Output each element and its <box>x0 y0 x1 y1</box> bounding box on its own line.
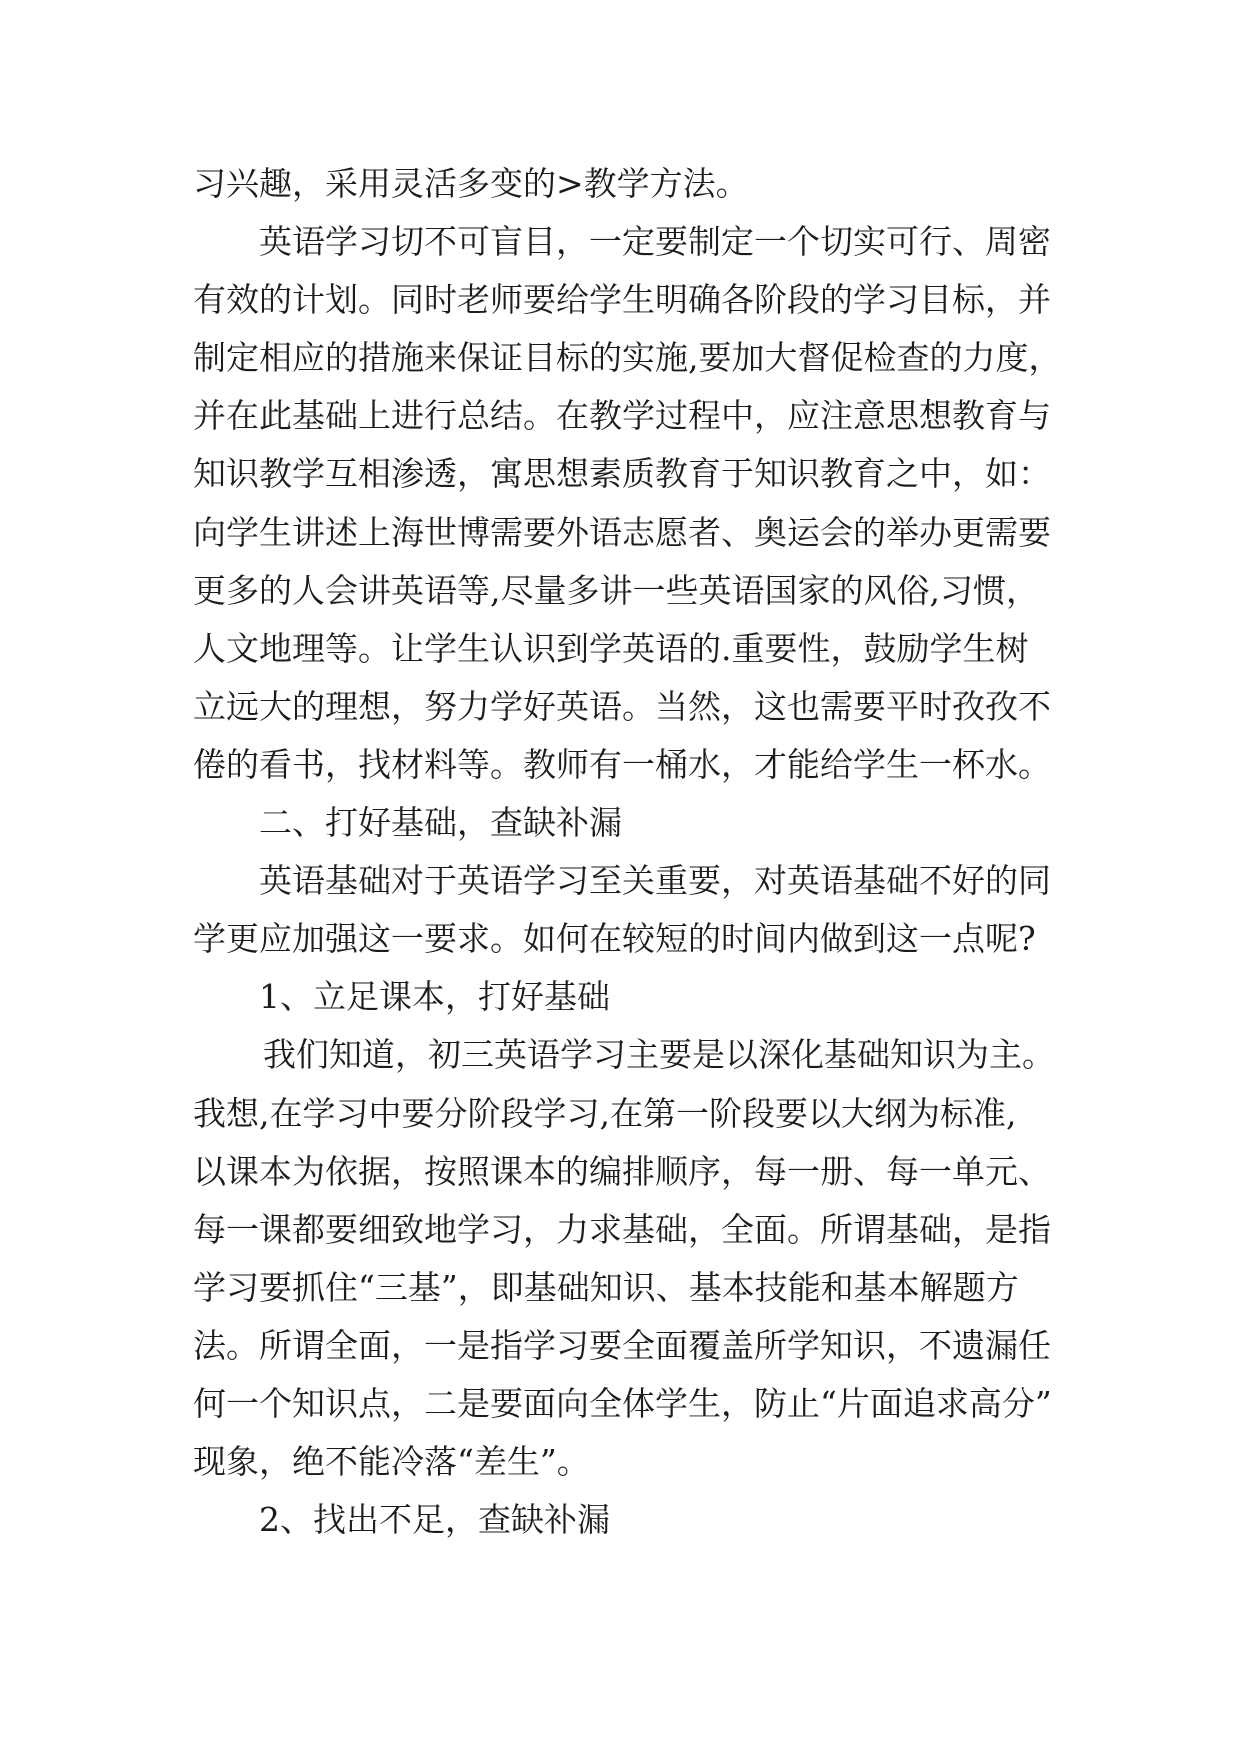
text-line: 每一课都要细致地学习，力求基础，全面。所谓基础，是指 <box>193 1209 1051 1249</box>
text-line: 制定相应的措施来保证目标的实施,要加大督促检查的力度， <box>193 338 1062 378</box>
text-line: 现象，绝不能冷落“差生”。 <box>193 1442 590 1482</box>
text-line: 更多的人会讲英语等,尽量多讲一些英语国家的风俗,习惯， <box>193 570 1039 610</box>
paragraph-first-line: 我们知道，初三英语学习主要是以深化基础知识为主。 <box>263 1035 1055 1075</box>
paragraph-first-line: 英语基础对于英语学习至关重要，对英语基础不好的同 <box>259 861 1051 901</box>
text-line: 以课本为依据，按照课本的编排顺序，每一册、每一单元、 <box>193 1151 1051 1191</box>
text-line: 习兴趣，采用灵活多变的>教学方法。 <box>193 164 749 203</box>
text-line: 我想,在学习中要分阶段学习,在第一阶段要以大纲为标准, <box>193 1093 1017 1133</box>
text-line: 法。所谓全面，一是指学习要全面覆盖所学知识，不遗漏任 <box>193 1325 1051 1365</box>
text-line: 人文地理等。让学生认识到学英语的.重要性，鼓励学生树 <box>193 628 1029 668</box>
text-line: 倦的看书，找材料等。教师有一桶水，才能给学生一杯水。 <box>193 744 1051 784</box>
text-line: 知识教学互相渗透，寓思想素质教育于知识教育之中，如： <box>193 454 1051 494</box>
text-line: 学习要抓住“三基”，即基础知识、基本技能和基本解题方 <box>193 1267 1019 1307</box>
text-line: 立远大的理想，努力学好英语。当然，这也需要平时孜孜不 <box>193 686 1051 726</box>
text-line: 有效的计划。同时老师要给学生明确各阶段的学习目标，并 <box>193 280 1051 320</box>
text-line: 向学生讲述上海世博需要外语志愿者、奥运会的举办更需要 <box>193 512 1051 552</box>
subsection-heading: 2、找出不足，查缺补漏 <box>259 1500 610 1540</box>
body-text <box>193 155 1073 1549</box>
text-line: 并在此基础上进行总结。在教学过程中，应注意思想教育与 <box>193 396 1051 436</box>
subsection-heading: 1、立足课本，打好基础 <box>259 977 610 1017</box>
text-line: 学更应加强这一要求。如何在较短的时间内做到这一点呢? <box>193 919 1036 959</box>
section-heading: 二、打好基础，查缺补漏 <box>259 803 622 843</box>
paragraph-first-line: 英语学习切不可盲目，一定要制定一个切实可行、周密 <box>259 222 1051 262</box>
text-line: 何一个知识点，二是要面向全体学生，防止“片面追求高分” <box>193 1383 1052 1423</box>
